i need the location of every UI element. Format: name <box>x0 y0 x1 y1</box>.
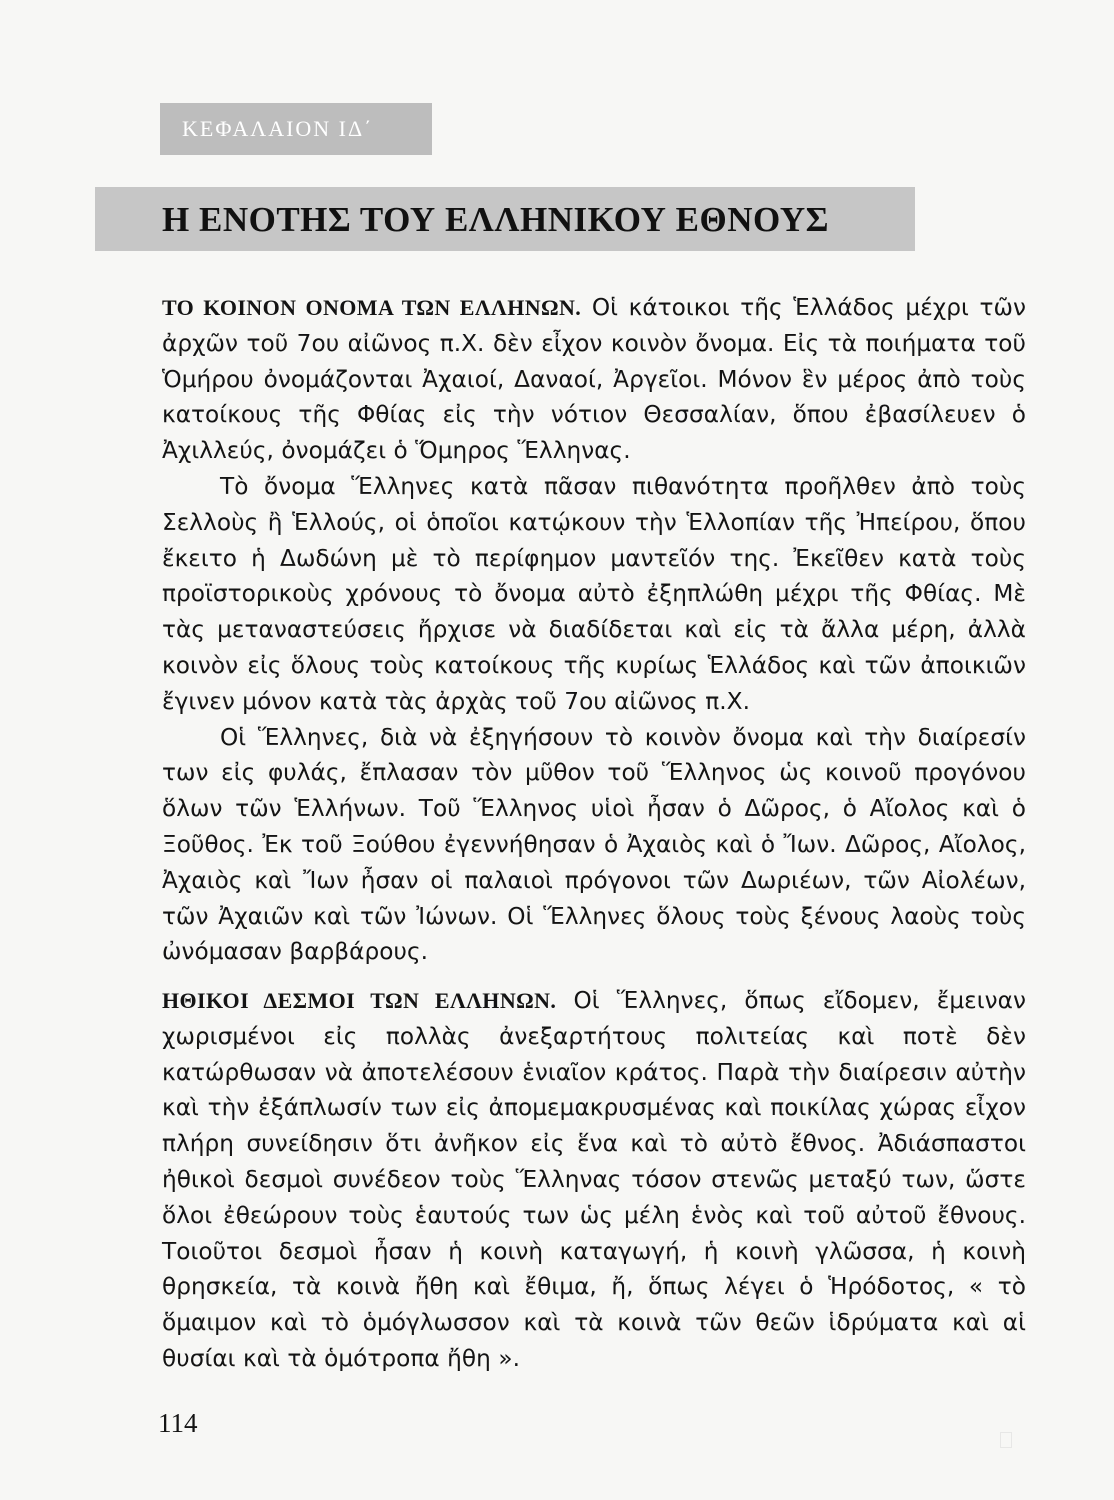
paragraph: Οἱ Ἕλληνες, διὰ νὰ ἐξηγήσουν τὸ κοινὸν ὄνομα καὶ τὴν διαίρεσίν των εἰς φυλάς, ἔπλασαν τὸν μῦθον τοῦ Ἕλληνος ὡς κοινοῦ προγόνου ὅλων τῶν Ἑλλήνων. Τοῦ Ἕλληνος υἱοὶ ἦσαν ὁ Δῶρος, ὁ Αἴολος καὶ ὁ Ξοῦθος. Ἐκ τοῦ Ξούθου ἐγεννήθησαν ὁ Ἀχαιὸς καὶ ὁ Ἴων. Δῶρος, Αἴολος, Ἀχαιὸς καὶ Ἴων ἦσαν οἱ παλαιοὶ πρόγονοι τῶν Δωριέων, τῶν Αἰολέων, τῶν Ἀχαιῶν καὶ τῶν Ἰώνων. Οἱ Ἕλληνες ὅλους τοὺς ξένους λαοὺς τοὺς ὠνόμασαν βαρβάρους. <box>162 723 1026 966</box>
section-moral-bonds <box>162 983 1026 1377</box>
paragraph-text: Οἱ κάτοικοι τῆς Ἑλλάδος μέχρι τῶν ἀρχῶν τοῦ 7ου αἰῶνος π.Χ. δὲν εἶχον κοινὸν ὄνομα. Εἰς τὰ ποιήματα τοῦ Ὁμήρου ὀνομάζονται Ἀχαιοί, Δαναοί, Ἀργεῖοι. Μόνον ἓν μέρος ἀπὸ τοὺς κατοίκους τῆς Φθίας εἰς τὴν νότιον Θεσσαλίαν, ὅπου ἐβασίλευεν ὁ Ἀχιλλεύς, ὀνομάζει ὁ Ὅμηρος Ἕλληνας. <box>162 294 1026 465</box>
chapter-title: Η ΕΝΟΤΗΣ ΤΟΥ ΕΛΛΗΝΙΚΟΥ ΕΘΝΟΥΣ <box>162 200 829 239</box>
paragraph-text: Οἱ Ἕλληνες, ὅπως εἴδομεν, ἔμειναν χωρισμένοι εἰς πολλὰς ἀνεξαρτήτους πολιτείας καὶ ποτὲ δὲν κατώρθωσαν νὰ ἀποτελέσουν ἑνιαῖον κράτος. Παρὰ τὴν διαίρεσιν αὐτὴν καὶ τὴν ἐξάπλωσίν των εἰς ἀπομεμακρυσμένας καὶ ποικίλας χώρας εἶχον πλήρη συνείδησιν ὅτι ἀνῆκον εἰς ἕνα καὶ τὸ αὐτὸ ἔθνος. Ἀδιάσπαστοι ἠθικοὶ δεσμοὶ συνέδεον τοὺς Ἕλληνας τόσον στενῶς μεταξύ των, ὥστε ὅλοι ἐθεώρουν τοὺς ἑαυτούς των ὡς μέλη ἑνὸς καὶ τοῦ αὐτοῦ ἔθνους. Τοιοῦτοι δεσμοὶ ἦσαν ἡ κοινὴ καταγωγή, ἡ κοινὴ γλῶσσα, ἡ κοινὴ θρησκεία, τὰ κοινὰ ἤθη καὶ ἔθιμα, ἤ, ὅπως λέγει ὁ Ἡρόδοτος, « τὸ ὅμαιμον καὶ τὸ ὁμόγλωσσον καὶ τὰ κοινὰ τῶν θεῶν ἱδρύματα καὶ αἱ θυσίαι καὶ τὰ ὁμότροπα ἤθη ». <box>162 987 1026 1372</box>
paragraph <box>162 290 1026 469</box>
page-number: 114 <box>158 1408 198 1438</box>
section-heading: ΗΘΙΚΟΙ ΔΕΣΜΟΙ ΤΩΝ ΕΛΛΗΝΩΝ. <box>162 988 557 1013</box>
show-through-mark <box>1000 1432 1012 1448</box>
section-heading: ΤΟ ΚΟΙΝΟΝ ΟΝΟΜΑ ΤΩΝ ΕΛΛΗΝΩΝ. <box>162 295 582 320</box>
paragraph <box>162 983 1026 1377</box>
paragraph: Τὸ ὄνομα Ἕλληνες κατὰ πᾶσαν πιθανότητα προῆλθεν ἀπὸ τοὺς Σελλοὺς ἢ Ἑλλούς, οἱ ὁποῖοι κατῴκουν τὴν Ἑλλοπίαν τῆς Ἠπείρου, ὅπου ἔκειτο ἡ Δωδώνη μὲ τὸ περίφημον μαντεῖόν της. Ἐκεῖθεν κατὰ τοὺς προϊστορικοὺς χρόνους τὸ ὄνομα αὐτὸ ἐξηπλώθη μέχρι τῆς Φθίας. Μὲ τὰς μεταναστεύσεις ἤρχισε νὰ διαδίδεται καὶ εἰς τὰ ἄλλα μέρη, ἀλλὰ κοινὸν εἰς ὅλους τοὺς κατοίκους τῆς κυρίως Ἑλλάδος καὶ τῶν ἀποικιῶν ἔγινεν μόνον κατὰ τὰς ἀρχὰς τοῦ 7ου αἰῶνος π.Χ. <box>162 472 1026 715</box>
chapter-label: ΚΕΦΑΛΑΙΟΝ ΙΔ΄ <box>160 103 432 155</box>
section-common-name <box>162 290 1026 970</box>
